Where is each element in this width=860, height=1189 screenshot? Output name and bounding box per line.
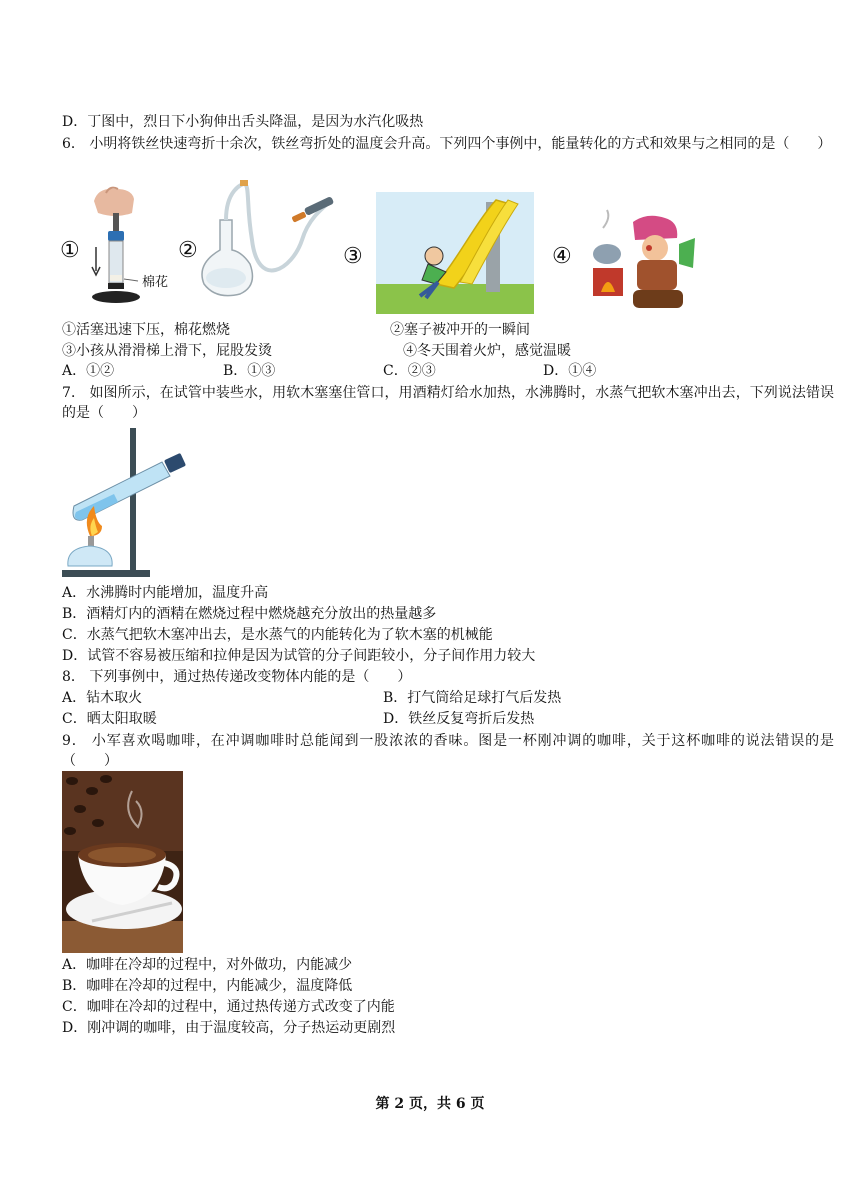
q9-option-a: A．咖啡在冷却的过程中，对外做功，内能减少 <box>62 957 353 973</box>
q9-option-d: D．刚冲调的咖啡，由于温度较高，分子热运动更剧烈 <box>62 1020 396 1036</box>
q7-option-c: C．水蒸气把软木塞冲出去，是水蒸气的内能转化为了软木塞的机械能 <box>62 627 493 643</box>
page-footer: 第 2 页，共 6 页 <box>375 1096 485 1112</box>
q8-option-c: C．晒太阳取暖 <box>62 711 157 727</box>
child-slide-figure <box>376 192 534 314</box>
q6-option-d: D．①④ <box>543 363 597 379</box>
fire-stove-figure <box>583 208 699 312</box>
coffee-cup-figure <box>62 771 183 953</box>
test-tube-alcohol-lamp-figure <box>62 426 190 580</box>
question-7-stem: 7． 如图所示，在试管中装些水，用软木塞塞住管口，用酒精灯给水加热，水沸腾时，水蒸气把软木塞冲出去，下列说法错误的是（ ） <box>62 385 834 421</box>
q6-desc-3: ③小孩从滑滑梯上滑下，屁股发烫 <box>62 343 272 359</box>
fig-label-3: ③ <box>343 244 363 269</box>
q8-option-d: D．铁丝反复弯折后发热 <box>383 711 535 727</box>
fig-label-1: ① <box>60 238 80 263</box>
q8-option-a: A．钻木取火 <box>62 690 143 706</box>
q5-option-d: D．丁图中，烈日下小狗伸出舌头降温，是因为水汽化吸热 <box>62 114 424 130</box>
cotton-label: 棉花 <box>142 275 169 290</box>
q7-option-a: A．水沸腾时内能增加，温度升高 <box>62 585 269 601</box>
fig-label-4: ④ <box>552 244 572 269</box>
question-8-stem: 8． 下列事例中，通过热传递改变物体内能的是（ ） <box>62 669 412 685</box>
flask-plug-figure <box>192 180 342 300</box>
q6-option-c: C．②③ <box>383 363 436 379</box>
q7-option-b: B．酒精灯内的酒精在燃烧过程中燃烧越充分放出的热量越多 <box>62 606 437 622</box>
q7-option-d: D．试管不容易被压缩和拉伸是因为试管的分子间距较小，分子间作用力较大 <box>62 648 536 664</box>
q8-option-b: B．打气筒给足球打气后发热 <box>383 690 562 706</box>
question-9-stem: 9． 小军喜欢喝咖啡，在冲调咖啡时总能闻到一股浓浓的香味。图是一杯刚冲调的咖啡，关于这杯咖啡的说法错误的是（ ） <box>62 733 834 769</box>
q6-desc-4: ④冬天围着火炉，感觉温暖 <box>403 343 571 359</box>
fig-label-2: ② <box>178 238 198 263</box>
q9-option-b: B．咖啡在冷却的过程中，内能减少，温度降低 <box>62 978 353 994</box>
q6-option-b: B．①③ <box>223 363 276 379</box>
q6-option-a: A．①② <box>62 363 115 379</box>
q6-desc-1: ①活塞迅速下压，棉花燃烧 <box>62 322 230 338</box>
q9-option-c: C．咖啡在冷却的过程中，通过热传递方式改变了内能 <box>62 999 395 1015</box>
q6-desc-2: ②塞子被冲开的一瞬间 <box>390 322 530 338</box>
question-6-stem: 6． 小明将铁丝快速弯折十余次，铁丝弯折处的温度会升高。下列四个事例中，能量转化的方式和效果与之相同的是（ ） <box>62 136 832 152</box>
